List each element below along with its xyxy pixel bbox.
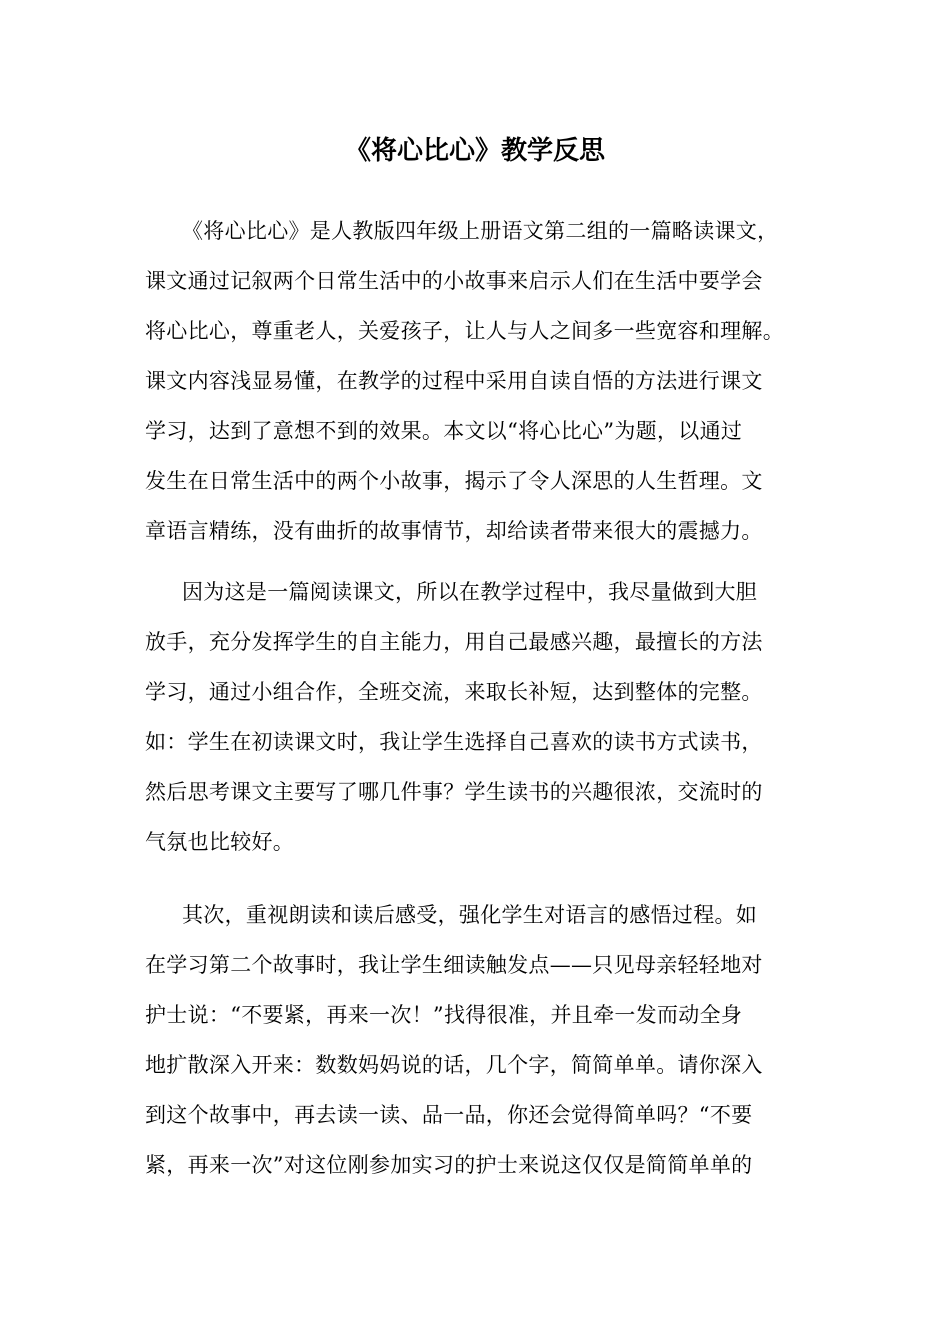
text-line: 学习，通过小组合作，全班交流，来取长补短，达到整体的完整。 [145,680,763,704]
text-line: 到这个故事中，再去读一读、品一品，你还会觉得简单吗？“不要 [145,1103,753,1127]
text-line: 学习，达到了意想不到的效果。本文以“将心比心”为题，以通过 [145,419,743,443]
text-line: 章语言精练，没有曲折的故事情节，却给读者带来很大的震撼力。 [145,519,763,543]
text-line: 气氛也比较好。 [145,830,295,854]
text-line: 如：学生在初读课文时，我让学生选择自己喜欢的读书方式读书， [145,730,763,754]
text-line: 课文通过记叙两个日常生活中的小故事来启示人们在生活中要学会 [145,269,763,293]
text-line: 然后思考课文主要写了哪几件事？学生读书的兴趣很浓，交流时的 [145,780,763,804]
text-line: 护士说：“不要紧，再来一次！”找得很准，并且牵一发而动全身 [145,1003,743,1027]
document-title: 《将心比心》教学反思 [344,136,605,166]
text-line: 地扩散深入开来：数数妈妈说的话，几个字，简简单单。请你深入 [145,1053,763,1077]
text-line: 课文内容浅显易懂，在教学的过程中采用自读自悟的方法进行课文 [145,369,763,393]
text-line: 其次，重视朗读和读后感受，强化学生对语言的感悟过程。如 [182,903,758,927]
text-line: 发生在日常生活中的两个小故事，揭示了令人深思的人生哲理。文 [145,469,763,493]
paragraph-1 [145,206,805,556]
text-line: 将心比心，尊重老人，关爱孩子，让人与人之间多一些宽容和理解。 [145,319,784,343]
text-line: 放手，充分发挥学生的自主能力，用自己最感兴趣，最擅长的方法 [145,630,763,654]
text-line: 因为这是一篇阅读课文，所以在教学过程中，我尽量做到大胆 [182,580,758,604]
text-line: 紧，再来一次”对这位刚参加实习的护士来说这仅仅是简简单单的 [145,1153,753,1177]
text-line: 在学习第二个故事时，我让学生细读触发点——只见母亲轻轻地对 [145,953,763,977]
text-line: 《将心比心》是人教版四年级上册语文第二组的一篇略读课文， [182,219,779,243]
paragraph-2 [145,567,805,867]
paragraph-3 [145,890,805,1190]
